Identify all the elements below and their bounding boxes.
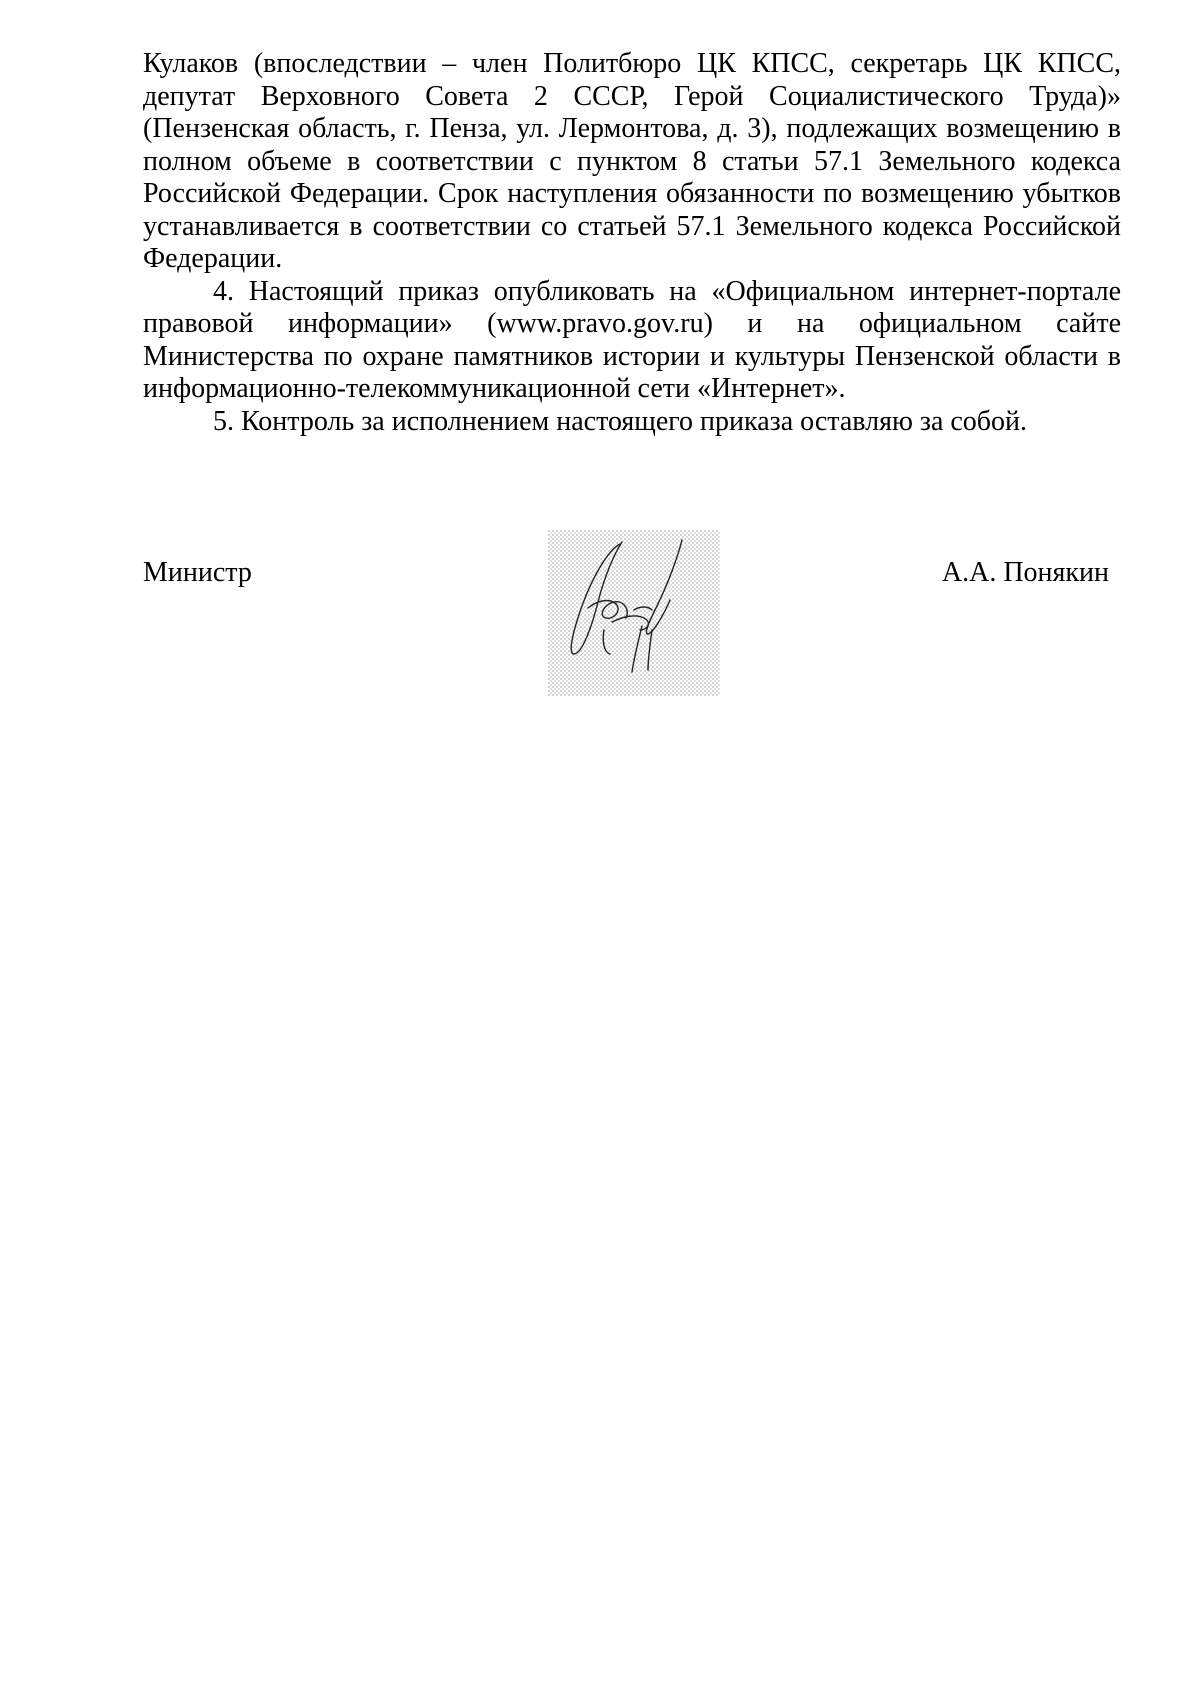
signatory-title: Министр: [143, 557, 252, 588]
signatory-name: А.А. Понякин: [941, 557, 1109, 588]
handwritten-signature-image: [548, 530, 720, 696]
paragraph-item-5: 5. Контроль за исполнением настоящего приказа оставляю за собой.: [213, 405, 1028, 437]
document-body: [143, 48, 1121, 438]
paragraph-continuation: Кулаков (впоследствии – член Политбюро ЦК КПСС, секретарь ЦК КПСС, депутат Верховного Совета 2 СССР, Герой Социалистического Труда)» (Пензенская область, г. Пенза, ул. Лермонтова, д. 3), подлежащих возмещению в полном объеме в соответствии с пунктом 8 статьи 57.1 Земельного кодекса Российской Федерации. Срок наступления обязанности по возмещению убытков устанавливается в соответствии со статьей 57.1 Земельного кодекса Российской Федерации.: [143, 48, 1121, 274]
paragraph-item-4: 4. Настоящий приказ опубликовать на «Официальном интернет-портале правовой информации» (www.pravo.gov.ru) и на официальном сайте Министерства по охране памятников истории и культуры Пензенской области в информационно-телекоммуникационной сети «Интернет».: [143, 275, 1121, 404]
